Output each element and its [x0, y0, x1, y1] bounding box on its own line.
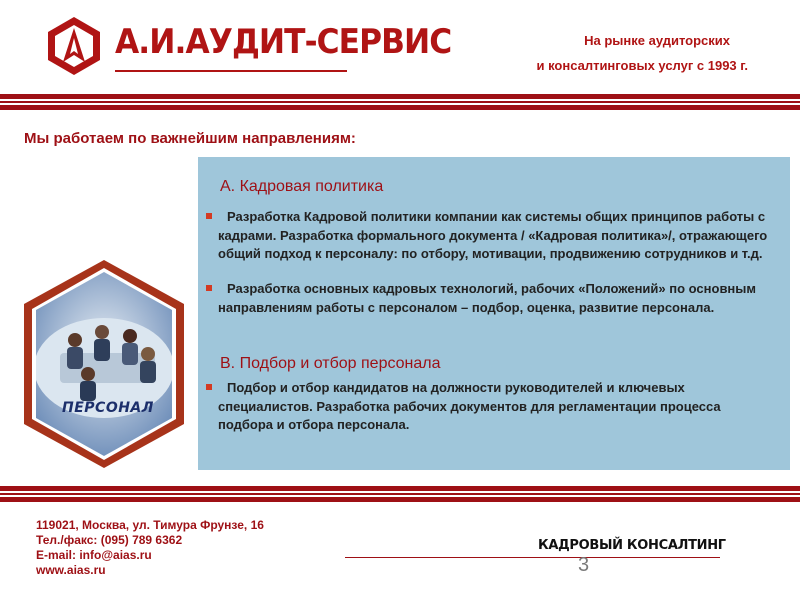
block-a-item-1 — [218, 208, 778, 264]
block-a-item-1-text: Разработка Кадровой политики компании как системы общих принципов работы с кадрами. Разработка формального документа / «Кадровая политика»/, отражающего общий подход к персоналу: по отбору, мотивации, продвижению сотрудников и т.д. — [218, 209, 768, 261]
company-name-underline — [115, 70, 347, 72]
block-a-title: А. Кадровая политика — [220, 178, 384, 195]
footer-email[interactable]: E-mail: info@aias.ru — [36, 548, 152, 562]
bullet-icon — [206, 285, 212, 291]
footer-stripe — [0, 486, 800, 491]
block-b-title: В. Подбор и отбор персонала — [220, 355, 441, 372]
block-a-item-2-text: Разработка основных кадровых технологий, рабочих «Положений» по основным направлениям работы с персоналом – подбор, оценка, развитие персонала. — [218, 281, 757, 315]
footer-stripe-thin — [0, 493, 800, 495]
header-stripe — [0, 94, 800, 99]
footer-phone: Тел./факс: (095) 789 6362 — [36, 533, 183, 547]
company-name: А.И.АУДИТ-СЕРВИС — [115, 22, 452, 62]
bullet-icon — [206, 213, 212, 219]
section-heading: Мы работаем по важнейшим направлениям: — [24, 130, 356, 147]
section-label: КАДРОВЫЙ КОНСАЛТИНГ — [538, 538, 726, 553]
section-label-underline — [345, 557, 720, 558]
page-number: 3 — [578, 554, 590, 576]
header-stripe — [0, 105, 800, 110]
tagline-line-1: На рынке аудиторских — [584, 33, 730, 48]
bullet-icon — [206, 384, 212, 390]
company-logo — [45, 16, 103, 76]
block-a-item-2 — [218, 280, 778, 317]
personnel-image — [20, 258, 188, 468]
block-b-item-1 — [218, 379, 778, 435]
tagline-line-2: и консалтинговых услуг с 1993 г. — [536, 58, 748, 73]
block-b-item-1-text: Подбор и отбор кандидатов на должности руководителей и ключевых специалистов. Разработка рабочих документов для регламентации процесса подбора и отбора персонала. — [218, 380, 721, 432]
contact-info — [36, 518, 264, 578]
image-caption: ПЕРСОНАЛ — [62, 400, 154, 416]
header-stripe-thin — [0, 101, 800, 103]
footer-address: 119021, Москва, ул. Тимура Фрунзе, 16 — [36, 518, 264, 532]
footer-stripe — [0, 497, 800, 502]
footer-website[interactable]: www.aias.ru — [36, 563, 106, 577]
